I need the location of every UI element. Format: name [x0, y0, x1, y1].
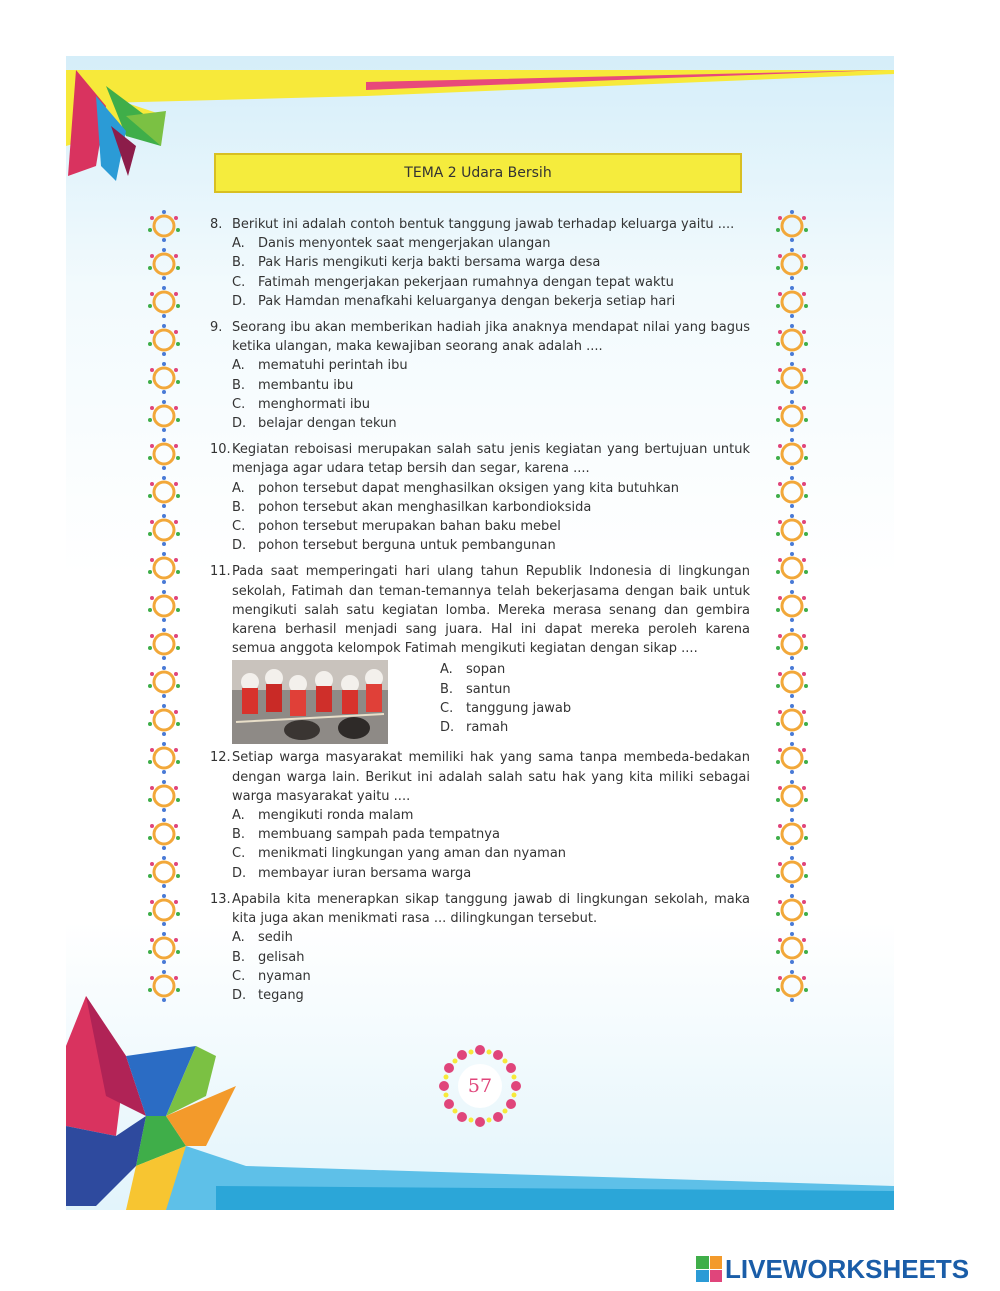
question-number: 10.: [210, 442, 231, 458]
page-number: 57: [467, 1075, 493, 1097]
question-stem: Seorang ibu akan memberikan hadiah jika anaknya mendapat nilai yang bagus ketika ulangan, maka kewajiban seorang anak adalah ....: [232, 320, 750, 355]
question-9: [210, 318, 750, 433]
page-number-medallion: [436, 1042, 524, 1130]
worksheet-page: [66, 56, 894, 1210]
tug-of-war-photo: [232, 660, 388, 744]
option-b[interactable]: B. gelisah: [232, 949, 305, 965]
option-b[interactable]: B. Pak Haris mengikuti kerja bakti bersama warga desa: [232, 255, 601, 271]
option-a[interactable]: A. Danis menyontek saat mengerjakan ulangan: [232, 236, 551, 252]
question-stem: Berikut ini adalah contoh bentuk tanggung jawab terhadap keluarga yaitu ....: [232, 217, 735, 232]
question-list: [210, 215, 750, 1005]
option-b[interactable]: B. membuang sampah pada tempatnya: [232, 827, 500, 843]
option-c[interactable]: C. pohon tersebut merupakan bahan baku mebel: [232, 519, 561, 535]
question-number: 8.: [210, 217, 223, 232]
option-a[interactable]: A. pohon tersebut dapat menghasilkan oksigen yang kita butuhkan: [232, 480, 680, 496]
option-a[interactable]: A. sedih: [232, 930, 293, 946]
option-d[interactable]: D. ramah: [440, 720, 509, 736]
question-11: [210, 562, 750, 744]
question-stem: Pada saat memperingati hari ulang tahun Republik Indonesia di lingkungan sekolah, Fatimah dan teman-temannya telah bekerjasama dengan baik untuk mengikuti salah satu kegiatan lomba. Mereka merasa senang dan gembira karena berhasil menjadi sang juara. Hal ini dapat mereka peroleh karena semua anggota kelompok Fatimah mengikuti kegiatan dengan sikap ....: [232, 564, 750, 657]
question-stem: Kegiatan reboisasi merupakan salah satu jenis kegiatan yang bertujuan untuk menjaga agar udara tetap bersih dan segar, karena ....: [232, 442, 750, 477]
question-11-media-row: [232, 660, 750, 744]
left-ornament-rings: [144, 210, 184, 1020]
question-stem: Apabila kita menerapkan sikap tanggung jawab di lingkungan sekolah, maka kita juga akan menikmati rasa ... dilingkungan tersebut.: [232, 891, 750, 927]
liveworksheets-logo[interactable]: [696, 1252, 969, 1286]
option-d[interactable]: D. Pak Hamdan menafkahi keluarganya dengan bekerja setiap hari: [232, 293, 676, 309]
question-12: [210, 748, 750, 882]
question-number: 13.: [210, 891, 231, 907]
option-c[interactable]: C. Fatimah mengerjakan pekerjaan rumahnya dengan tepat waktu: [232, 274, 674, 290]
question-number: 9.: [210, 320, 223, 336]
option-b[interactable]: B. pohon tersebut akan menghasilkan karbondioksida: [232, 499, 592, 515]
option-a[interactable]: A. mematuhi perintah ibu: [232, 358, 408, 374]
logo-icon: [696, 1256, 722, 1282]
theme-banner: [214, 153, 742, 193]
option-b[interactable]: B. membantu ibu: [232, 377, 354, 393]
question-number: 11.: [210, 564, 231, 580]
option-c[interactable]: C. menghormati ibu: [232, 396, 371, 412]
option-c[interactable]: C. menikmati lingkungan yang aman dan nyaman: [232, 846, 567, 862]
option-b[interactable]: B. santun: [440, 681, 511, 697]
left-ornament-border: [144, 210, 184, 1020]
question-8: [210, 215, 750, 311]
option-c[interactable]: C. tanggung jawab: [440, 700, 572, 716]
option-a[interactable]: A. sopan: [440, 662, 506, 678]
question-number: 12.: [210, 750, 231, 766]
brand-name: LIVEWORKSHEETS: [725, 1253, 970, 1284]
right-ornament-rings: [772, 210, 812, 1020]
question-10: [210, 440, 750, 555]
option-d[interactable]: D. belajar dengan tekun: [232, 416, 397, 432]
option-d[interactable]: D. tegang: [232, 987, 304, 1003]
question-11-options: [440, 660, 571, 744]
option-d[interactable]: D. membayar iuran bersama warga: [232, 865, 472, 881]
question-stem: Setiap warga masyarakat memiliki hak yang sama tanpa membeda-bedakan dengan warga lain. Berikut ini adalah salah satu hak yang kita miliki sebagai warga masyarakat yaitu ....: [232, 750, 750, 804]
option-c[interactable]: C. nyaman: [232, 968, 311, 984]
option-d[interactable]: D. pohon tersebut berguna untuk pembangunan: [232, 538, 556, 554]
question-13: [210, 890, 750, 1005]
option-a[interactable]: A. mengikuti ronda malam: [232, 808, 414, 824]
right-ornament-border: [772, 210, 812, 1020]
theme-title: TEMA 2 Udara Bersih: [404, 165, 552, 181]
